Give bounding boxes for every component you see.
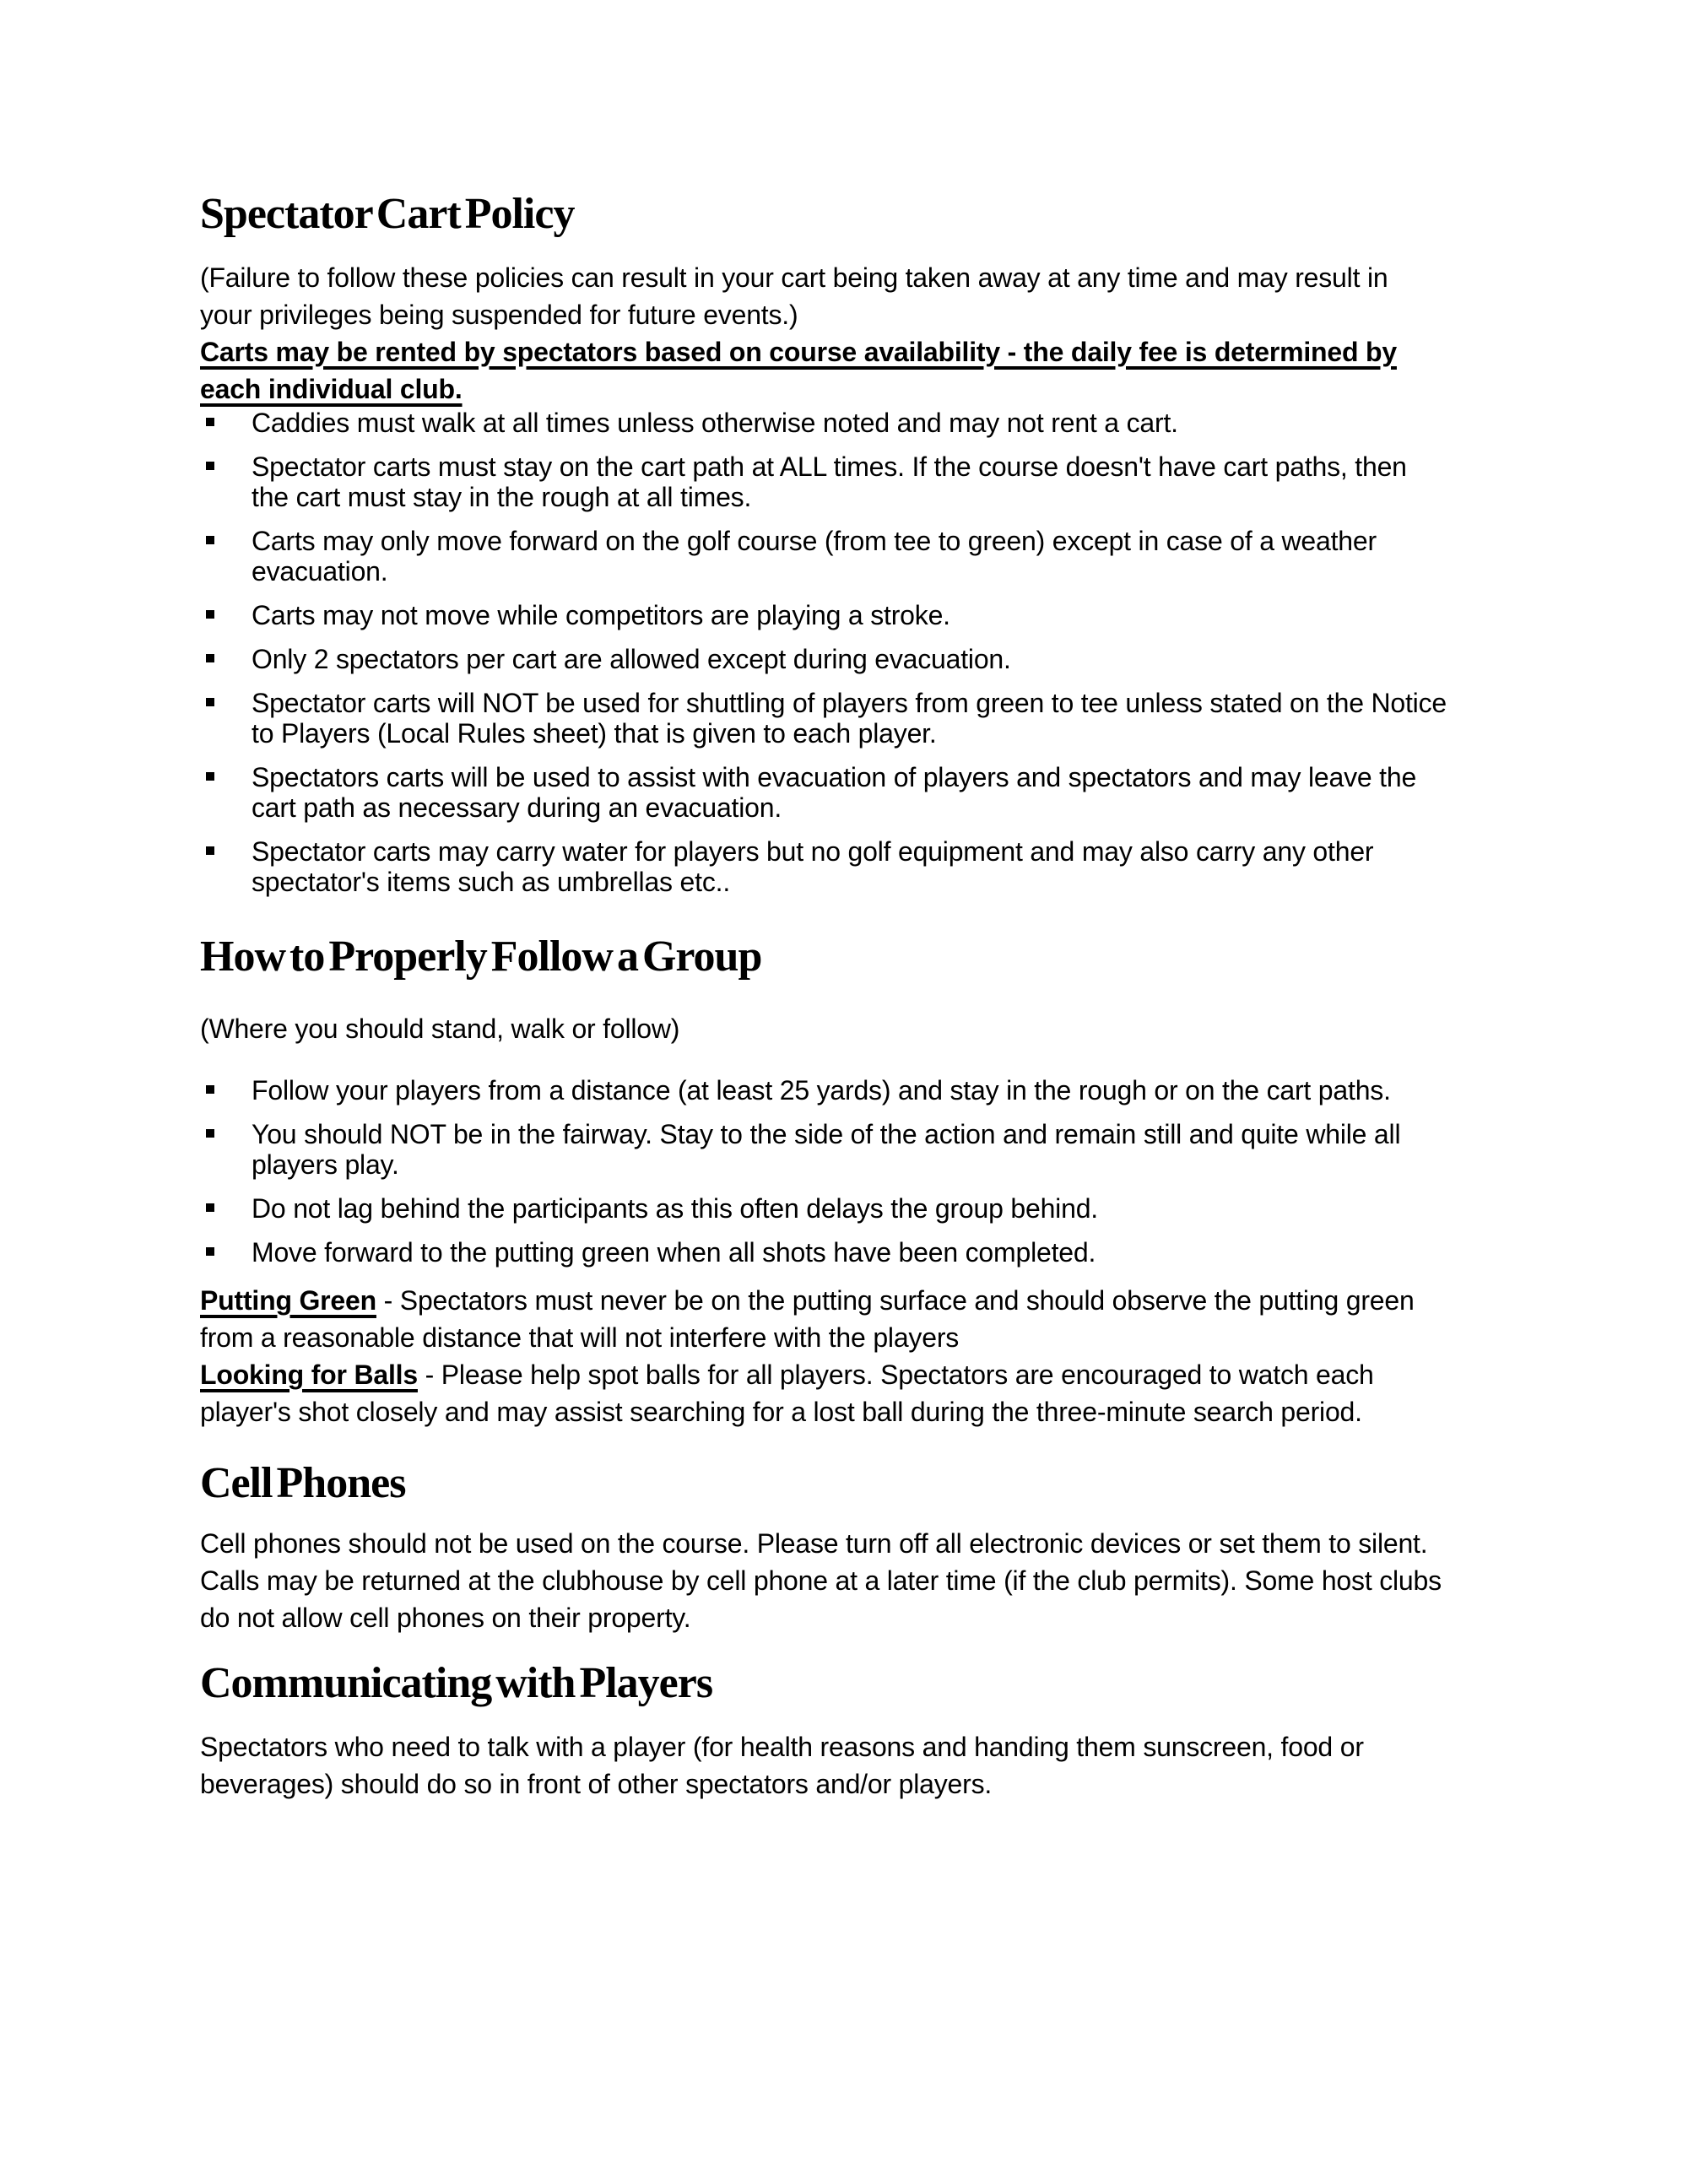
bullet-square-icon <box>206 536 214 544</box>
bullet-item <box>200 688 1519 749</box>
cart-intro-paragraph <box>200 259 1519 333</box>
bullet-line: evacuation. <box>252 556 388 587</box>
bullet-line: Do not lag behind the participants as this often delays the group behind. <box>252 1193 1098 1224</box>
paragraph-line: Carts may be rented by spectators based on course availability - the daily fee is determined by <box>200 337 1397 367</box>
bullet-square-icon <box>206 846 214 855</box>
cart-rental-mandate-paragraph <box>200 333 1519 408</box>
bullet-square-icon <box>206 1129 214 1138</box>
bullet-square-icon <box>206 610 214 619</box>
bullet-line: to Players (Local Rules sheet) that is given to each player. <box>252 718 937 749</box>
looking-for-balls-paragraph <box>200 1356 1519 1430</box>
putting-green-paragraph <box>200 1282 1519 1356</box>
bullet-square-icon <box>206 462 214 470</box>
bullet-square-icon <box>206 1085 214 1094</box>
bullet-line: Spectator carts must stay on the cart path at ALL times. If the course doesn't have cart paths, then <box>252 451 1407 482</box>
paragraph-line: player's shot closely and may assist searching for a lost ball during the three-minute search period. <box>200 1397 1362 1427</box>
follow-group-bullet-list <box>200 1075 1519 1282</box>
bullet-square-icon <box>206 698 214 706</box>
paragraph-line: Calls may be returned at the clubhouse by cell phone at a later time (if the club permits). Some host clubs <box>200 1565 1442 1596</box>
paragraph-line: from a reasonable distance that will not interfere with the players <box>200 1322 960 1353</box>
bullet-item <box>200 526 1519 587</box>
bullet-square-icon <box>206 418 214 426</box>
bullet-line: Spectator carts will NOT be used for shuttling of players from green to tee unless stated on the Notice <box>252 688 1447 718</box>
bullet-item <box>200 600 1519 630</box>
section-heading-spectator-cart-policy: Spectator Cart Policy <box>200 190 575 238</box>
section-heading-cell-phones: Cell Phones <box>200 1459 406 1507</box>
bullet-line: Spectators carts will be used to assist with evacuation of players and spectators and may leave the <box>252 762 1417 792</box>
bullet-line: spectator's items such as umbrellas etc.. <box>252 867 731 897</box>
bullet-line: the cart must stay in the rough at all times. <box>252 482 752 512</box>
bullet-item <box>200 836 1519 897</box>
bullet-line: Carts may only move forward on the golf course (from tee to green) except in case of a weather <box>252 526 1377 556</box>
bullet-item <box>200 644 1519 674</box>
bullet-line: Spectator carts may carry water for players but no golf equipment and may also carry any other <box>252 836 1374 867</box>
communicating-paragraph <box>200 1728 1519 1803</box>
bullet-line: Only 2 spectators per cart are allowed except during evacuation. <box>252 644 1011 674</box>
bullet-line: Move forward to the putting green when all shots have been completed. <box>252 1237 1096 1268</box>
bullet-item <box>200 1237 1519 1268</box>
bullet-item <box>200 1119 1519 1180</box>
paragraph-line: Cell phones should not be used on the course. Please turn off all electronic devices or set them to silent. <box>200 1528 1428 1559</box>
bullet-line: Caddies must walk at all times unless otherwise noted and may not rent a cart. <box>252 408 1178 438</box>
bullet-item <box>200 408 1519 438</box>
cart-policy-bullet-list <box>200 408 1519 911</box>
bullet-square-icon <box>206 772 214 781</box>
bullet-square-icon <box>206 654 214 662</box>
bullet-item <box>200 1075 1519 1106</box>
bullet-item <box>200 1193 1519 1224</box>
bullet-square-icon <box>206 1247 214 1256</box>
paragraph-text: - Spectators must never be on the putting surface and should observe the putting green <box>376 1285 1415 1316</box>
bullet-line: Carts may not move while competitors are playing a stroke. <box>252 600 950 630</box>
bullet-line: players play. <box>252 1149 399 1180</box>
bullet-line: cart path as necessary during an evacuation. <box>252 792 782 823</box>
cell-phones-paragraph <box>200 1525 1519 1636</box>
paragraph-line: your privileges being suspended for future events.) <box>200 300 798 330</box>
paragraph-text: - Please help spot balls for all players. Spectators are encouraged to watch each <box>417 1360 1374 1390</box>
bullet-square-icon <box>206 1203 214 1212</box>
paragraph-line <box>200 1356 1519 1393</box>
bullet-line: Follow your players from a distance (at least 25 yards) and stay in the rough or on the cart paths. <box>252 1075 1391 1106</box>
bullet-line: You should NOT be in the fairway. Stay to the side of the action and remain still and quite while all <box>252 1119 1401 1149</box>
paragraph-line: (Where you should stand, walk or follow) <box>200 1014 680 1044</box>
paragraph-line: Spectators who need to talk with a player (for health reasons and handing them sunscreen, food or <box>200 1732 1364 1762</box>
paragraph-line: beverages) should do so in front of other spectators and/or players. <box>200 1769 993 1799</box>
bullet-item <box>200 451 1519 512</box>
section-heading-how-to-follow-group: How to Properly Follow a Group <box>200 933 762 981</box>
paragraph-line: each individual club. <box>200 374 463 404</box>
paragraph-line <box>200 1282 1519 1319</box>
paragraph-line: do not allow cell phones on their property. <box>200 1603 691 1633</box>
follow-intro-paragraph <box>200 1010 1519 1047</box>
section-heading-communicating-with-players: Communicating with Players <box>200 1659 713 1707</box>
putting-green-label: Putting Green <box>200 1285 376 1316</box>
bullet-item <box>200 762 1519 823</box>
looking-for-balls-label: Looking for Balls <box>200 1360 418 1390</box>
paragraph-line: (Failure to follow these policies can result in your cart being taken away at any time and may result in <box>200 262 1388 293</box>
